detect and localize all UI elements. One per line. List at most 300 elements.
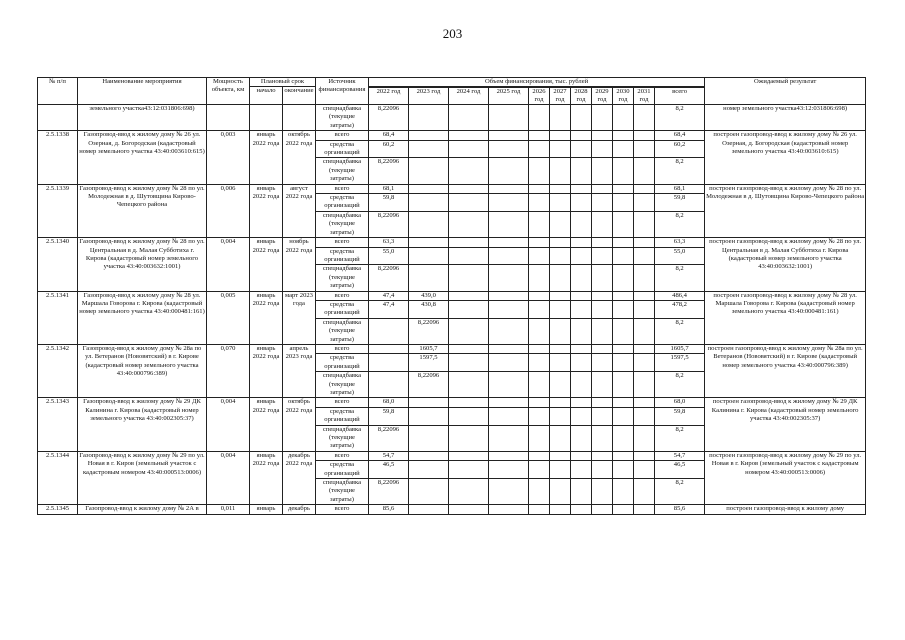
value-empty bbox=[634, 247, 655, 265]
source-label: всего bbox=[316, 505, 369, 514]
value-empty bbox=[634, 194, 655, 212]
record-end: ноябрь 2022 года bbox=[283, 238, 316, 291]
header-num: № п/п bbox=[38, 78, 78, 105]
value-total: 59,8 bbox=[655, 407, 705, 425]
value-empty bbox=[613, 372, 634, 398]
value-empty bbox=[529, 238, 550, 247]
value-empty bbox=[571, 140, 592, 158]
value-2023: 1605,7 bbox=[409, 344, 449, 353]
value-empty bbox=[489, 247, 529, 265]
header-year-2026: 2026 год bbox=[529, 88, 550, 105]
record-result: построен газопровод-ввод к жилому дому bbox=[705, 505, 866, 514]
value-empty bbox=[489, 372, 529, 398]
value-2022: 8,22096 bbox=[369, 479, 409, 505]
record-name: Газопровод-ввод к жилому дому № 26 ул. Озерная, д. Богородская (кадастровый номер земельного участка 43:40:003610:615) bbox=[78, 131, 207, 184]
value-total: 63,3 bbox=[655, 238, 705, 247]
value-empty bbox=[592, 479, 613, 505]
value-empty bbox=[550, 140, 571, 158]
record-name: Газопровод-ввод к жилому дому № 29 по ул. Новая в г. Киров (земельный участок с кадастровым номером 43:40:000513:0006) bbox=[78, 451, 207, 504]
value-empty bbox=[634, 451, 655, 460]
source-label: спецнадбавка (текущие затраты) bbox=[316, 105, 369, 131]
value-empty bbox=[550, 300, 571, 318]
value-2023 bbox=[409, 184, 449, 193]
value-empty bbox=[449, 247, 489, 265]
value-empty bbox=[489, 184, 529, 193]
value-empty bbox=[571, 425, 592, 451]
value-empty bbox=[613, 184, 634, 193]
record-capacity: 0,005 bbox=[207, 291, 250, 344]
record-num: 2.5.1344 bbox=[38, 451, 78, 504]
value-empty bbox=[550, 265, 571, 291]
value-empty bbox=[489, 265, 529, 291]
value-empty bbox=[449, 354, 489, 372]
source-label: всего bbox=[316, 398, 369, 407]
value-2023 bbox=[409, 211, 449, 237]
value-empty bbox=[571, 398, 592, 407]
record-num: 2.5.1343 bbox=[38, 398, 78, 451]
value-empty bbox=[613, 238, 634, 247]
value-total: 55,0 bbox=[655, 247, 705, 265]
value-empty bbox=[613, 291, 634, 300]
value-2022: 8,22096 bbox=[369, 265, 409, 291]
value-empty bbox=[449, 425, 489, 451]
record-end: март 2023 года bbox=[283, 291, 316, 344]
value-total: 8,2 bbox=[655, 425, 705, 451]
value-total: 486,4 bbox=[655, 291, 705, 300]
source-label: спецнадбавка (текущие затраты) bbox=[316, 158, 369, 184]
value-empty bbox=[550, 158, 571, 184]
value-empty bbox=[449, 238, 489, 247]
value-2023 bbox=[409, 140, 449, 158]
source-label: спецнадбавка (текущие затраты) bbox=[316, 211, 369, 237]
record-capacity: 0,006 bbox=[207, 184, 250, 237]
value-2023 bbox=[409, 238, 449, 247]
source-label: всего bbox=[316, 344, 369, 353]
header-year-2030: 2030 год bbox=[613, 88, 634, 105]
value-empty bbox=[634, 318, 655, 344]
value-empty bbox=[634, 505, 655, 514]
value-2023 bbox=[409, 247, 449, 265]
source-label: средства организаций bbox=[316, 247, 369, 265]
value-empty bbox=[634, 211, 655, 237]
page-number: 203 bbox=[442, 26, 463, 41]
source-label: всего bbox=[316, 184, 369, 193]
value-empty bbox=[489, 479, 529, 505]
value-empty bbox=[489, 131, 529, 140]
value-empty bbox=[634, 291, 655, 300]
value-empty bbox=[571, 158, 592, 184]
value-empty bbox=[449, 265, 489, 291]
value-total: 8,2 bbox=[655, 372, 705, 398]
source-label: всего bbox=[316, 238, 369, 247]
value-empty bbox=[571, 300, 592, 318]
value-empty bbox=[571, 354, 592, 372]
value-empty bbox=[550, 211, 571, 237]
value-empty bbox=[489, 300, 529, 318]
value-empty bbox=[449, 479, 489, 505]
source-label: всего bbox=[316, 451, 369, 460]
value-empty bbox=[592, 398, 613, 407]
value-2023 bbox=[409, 479, 449, 505]
table-row bbox=[38, 131, 866, 140]
record-start: январь 2022 года bbox=[250, 291, 283, 344]
value-empty bbox=[634, 238, 655, 247]
value-empty bbox=[613, 158, 634, 184]
value-2022: 8,22096 bbox=[369, 105, 409, 131]
value-empty bbox=[529, 479, 550, 505]
header-end: окончание bbox=[283, 87, 316, 105]
header-result: Ожидаемый результат bbox=[705, 78, 866, 105]
record-capacity: 0,004 bbox=[207, 238, 250, 291]
record-end: октябрь 2022 года bbox=[283, 131, 316, 184]
record-result: построен газопровод-ввод к жилому дому № 28 по ул. Центральная в д. Малая Субботиха г. Кирова (кадастровый номер земельного участка 43:40:003632:1001) bbox=[705, 238, 866, 291]
value-empty bbox=[613, 194, 634, 212]
record-end: август 2022 года bbox=[283, 184, 316, 237]
value-2022: 54,7 bbox=[369, 451, 409, 460]
value-empty bbox=[550, 451, 571, 460]
record-result: построен газопровод-ввод к жилому дому № 29 по ул. Новая в г. Киров (земельный участок с кадастровым номером 43:40:000513:0006) bbox=[705, 451, 866, 504]
value-empty bbox=[571, 451, 592, 460]
value-empty bbox=[529, 407, 550, 425]
source-label: средства организаций bbox=[316, 461, 369, 479]
value-empty bbox=[550, 354, 571, 372]
value-2023 bbox=[409, 451, 449, 460]
value-2023: 8,22096 bbox=[409, 372, 449, 398]
value-empty bbox=[613, 425, 634, 451]
continuation-result: номер земельного участка43:12:031806:698) bbox=[705, 105, 866, 131]
record-name: Газопровод-ввод к жилому дому № 28 ул. Маршала Говорова г. Кирова (кадастровый номер земельного участка 43:40:000481:161) bbox=[78, 291, 207, 344]
value-2022: 8,22096 bbox=[369, 425, 409, 451]
record-name: Газопровод-ввод к жилому дому № 2А в bbox=[78, 505, 207, 514]
value-2022: 55,0 bbox=[369, 247, 409, 265]
value-empty bbox=[634, 265, 655, 291]
value-empty bbox=[592, 158, 613, 184]
value-empty bbox=[550, 425, 571, 451]
header-source: Источник финансирования bbox=[316, 78, 369, 105]
value-total: 8,2 bbox=[655, 105, 705, 131]
value-empty bbox=[489, 140, 529, 158]
value-empty bbox=[592, 344, 613, 353]
value-empty bbox=[550, 479, 571, 505]
value-empty bbox=[409, 505, 449, 514]
value-empty bbox=[529, 184, 550, 193]
value-empty bbox=[613, 505, 634, 514]
value-empty bbox=[449, 300, 489, 318]
value-empty bbox=[571, 505, 592, 514]
value-2023 bbox=[409, 265, 449, 291]
value-empty bbox=[529, 131, 550, 140]
value-empty bbox=[489, 407, 529, 425]
source-label: всего bbox=[316, 291, 369, 300]
value-empty bbox=[571, 238, 592, 247]
source-label: средства организаций bbox=[316, 140, 369, 158]
value-empty bbox=[529, 451, 550, 460]
record-end: декабрь 2022 года bbox=[283, 451, 316, 504]
value-empty bbox=[449, 505, 489, 514]
value-empty bbox=[529, 194, 550, 212]
value-empty bbox=[592, 184, 613, 193]
value-empty bbox=[571, 407, 592, 425]
value-empty bbox=[634, 344, 655, 353]
value-empty bbox=[592, 211, 613, 237]
source-label: спецнадбавка (текущие затраты) bbox=[316, 425, 369, 451]
value-empty bbox=[634, 184, 655, 193]
header-year-2022: 2022 год bbox=[369, 88, 409, 105]
value-empty bbox=[571, 247, 592, 265]
value-empty bbox=[592, 407, 613, 425]
record-start: январь 2022 года bbox=[250, 344, 283, 397]
value-2022: 59,8 bbox=[369, 194, 409, 212]
value-total: 1605,7 bbox=[655, 344, 705, 353]
value-empty bbox=[592, 451, 613, 460]
value-2022: 59,8 bbox=[369, 407, 409, 425]
value-empty bbox=[550, 344, 571, 353]
value-empty bbox=[489, 425, 529, 451]
value-2022: 46,5 bbox=[369, 461, 409, 479]
value-total: 1597,5 bbox=[655, 354, 705, 372]
value-empty bbox=[529, 291, 550, 300]
value-empty bbox=[449, 184, 489, 193]
value-empty bbox=[449, 211, 489, 237]
value-empty bbox=[529, 247, 550, 265]
value-empty bbox=[529, 300, 550, 318]
value-2022 bbox=[369, 344, 409, 353]
source-label: спецнадбавка (текущие затраты) bbox=[316, 318, 369, 344]
source-label: спецнадбавка (текущие затраты) bbox=[316, 372, 369, 398]
value-2022: 68,4 bbox=[369, 131, 409, 140]
value-total: 60,2 bbox=[655, 140, 705, 158]
value-empty bbox=[449, 451, 489, 460]
value-empty bbox=[550, 461, 571, 479]
value-empty bbox=[613, 265, 634, 291]
value-empty bbox=[550, 398, 571, 407]
source-label: средства организаций bbox=[316, 354, 369, 372]
table-row bbox=[38, 184, 866, 193]
value-empty bbox=[529, 398, 550, 407]
value-empty bbox=[489, 158, 529, 184]
value-empty bbox=[571, 131, 592, 140]
value-total: 8,2 bbox=[655, 479, 705, 505]
value-empty bbox=[613, 344, 634, 353]
table-row bbox=[38, 291, 866, 300]
value-empty bbox=[592, 425, 613, 451]
value-empty bbox=[489, 398, 529, 407]
table-row bbox=[38, 238, 866, 247]
value-empty bbox=[634, 407, 655, 425]
record-start: январь 2022 года bbox=[250, 451, 283, 504]
value-empty bbox=[550, 407, 571, 425]
value-empty bbox=[634, 479, 655, 505]
value-empty bbox=[449, 158, 489, 184]
value-empty bbox=[449, 461, 489, 479]
value-2022: 63,3 bbox=[369, 238, 409, 247]
source-label: спецнадбавка (текущие затраты) bbox=[316, 479, 369, 505]
record-result: построен газопровод-ввод к жилому дому № 28а по ул. Ветеранов (Нововятский) в г. Кирове (кадастровый номер земельного участка 43:40:000796:389) bbox=[705, 344, 866, 397]
value-empty bbox=[529, 211, 550, 237]
value-empty bbox=[550, 247, 571, 265]
record-num: 2.5.1340 bbox=[38, 238, 78, 291]
value-empty bbox=[529, 344, 550, 353]
value-total: 68,4 bbox=[655, 131, 705, 140]
value-2023: 8,22096 bbox=[409, 318, 449, 344]
value-empty bbox=[592, 505, 613, 514]
value-total: 59,8 bbox=[655, 194, 705, 212]
value-empty bbox=[489, 194, 529, 212]
value-empty bbox=[550, 194, 571, 212]
record-num: 2.5.1341 bbox=[38, 291, 78, 344]
value-empty bbox=[489, 211, 529, 237]
value-empty bbox=[550, 318, 571, 344]
value-empty bbox=[529, 265, 550, 291]
value-empty bbox=[571, 344, 592, 353]
table-row bbox=[38, 451, 866, 460]
header-year-2031: 2031 год bbox=[634, 88, 655, 105]
source-label: средства организаций bbox=[316, 194, 369, 212]
header-year-2025: 2025 год bbox=[489, 88, 529, 105]
value-total: 46,5 bbox=[655, 461, 705, 479]
value-total: 478,2 bbox=[655, 300, 705, 318]
value-empty bbox=[529, 425, 550, 451]
value-empty bbox=[571, 194, 592, 212]
header-capacity: Мощность объекта, км bbox=[207, 78, 250, 105]
value-empty bbox=[550, 505, 571, 514]
value-empty bbox=[571, 372, 592, 398]
value-empty bbox=[449, 407, 489, 425]
value-2023 bbox=[409, 131, 449, 140]
source-label: всего bbox=[316, 131, 369, 140]
value-2023: 439,0 bbox=[409, 291, 449, 300]
value-empty bbox=[449, 344, 489, 353]
value-2023 bbox=[409, 425, 449, 451]
value-empty bbox=[634, 140, 655, 158]
header-volume: Объем финансирования, тыс. рублей bbox=[369, 78, 705, 87]
value-empty bbox=[634, 158, 655, 184]
record-capacity: 0,004 bbox=[207, 451, 250, 504]
value-empty bbox=[571, 211, 592, 237]
value-2022: 60,2 bbox=[369, 140, 409, 158]
record-result: построен газопровод-ввод к жилому дому № 28 по ул. Молодежная в д. Шутовщина Кирово-Чепецкого района bbox=[705, 184, 866, 237]
value-empty bbox=[613, 451, 634, 460]
value-empty bbox=[489, 291, 529, 300]
value-empty bbox=[449, 318, 489, 344]
value-empty bbox=[592, 265, 613, 291]
value-empty bbox=[550, 184, 571, 193]
value-empty bbox=[592, 318, 613, 344]
value-2023: 430,8 bbox=[409, 300, 449, 318]
record-result: построен газопровод-ввод к жилому дому № 29 ДК Калинина г. Кирова (кадастровый номер земельного участка 43:40:002305:37) bbox=[705, 398, 866, 451]
value-total: 8,2 bbox=[655, 211, 705, 237]
value-2022: 8,22096 bbox=[369, 158, 409, 184]
value-empty bbox=[613, 479, 634, 505]
value-empty bbox=[613, 211, 634, 237]
record-start: январь 2022 года bbox=[250, 131, 283, 184]
value-empty bbox=[550, 372, 571, 398]
value-empty bbox=[592, 238, 613, 247]
value-empty bbox=[449, 194, 489, 212]
value-empty bbox=[613, 318, 634, 344]
value-empty bbox=[529, 158, 550, 184]
record-capacity: 0,011 bbox=[207, 505, 250, 514]
record-start: январь bbox=[250, 505, 283, 514]
value-empty bbox=[592, 291, 613, 300]
value-empty bbox=[550, 131, 571, 140]
record-name: Газопровод-ввод к жилому дому № 28 по ул. Центральная в д. Малая Субботиха г. Кирова (кадастровый номер земельного участка 43:40:003632:1001) bbox=[78, 238, 207, 291]
value-empty bbox=[634, 131, 655, 140]
value-empty bbox=[550, 291, 571, 300]
value-2022: 85,6 bbox=[369, 505, 409, 514]
value-empty bbox=[634, 425, 655, 451]
record-end: апрель 2023 года bbox=[283, 344, 316, 397]
header-year-2028: 2028 год bbox=[571, 88, 592, 105]
table-row bbox=[38, 398, 866, 407]
value-empty bbox=[613, 407, 634, 425]
value-empty bbox=[449, 398, 489, 407]
value-empty bbox=[592, 140, 613, 158]
header-year-2027: 2027 год bbox=[550, 88, 571, 105]
continuation-name: земельного участка43:12:031806:698) bbox=[78, 105, 207, 131]
value-empty bbox=[592, 461, 613, 479]
record-end: октябрь 2022 года bbox=[283, 398, 316, 451]
table-row bbox=[38, 105, 866, 131]
record-num: 2.5.1338 bbox=[38, 131, 78, 184]
value-empty bbox=[489, 344, 529, 353]
record-num: 2.5.1345 bbox=[38, 505, 78, 514]
value-total: 68,1 bbox=[655, 184, 705, 193]
record-num: 2.5.1342 bbox=[38, 344, 78, 397]
record-capacity: 0,003 bbox=[207, 131, 250, 184]
value-empty bbox=[489, 451, 529, 460]
value-empty bbox=[634, 354, 655, 372]
record-start: январь 2022 года bbox=[250, 398, 283, 451]
record-name: Газопровод-ввод к жилому дому № 28а по ул. Ветеранов (Нововятский) в г. Кирове (кадастровый номер земельного участка 43:40:000796:389) bbox=[78, 344, 207, 397]
record-start: январь 2022 года bbox=[250, 184, 283, 237]
value-empty bbox=[529, 140, 550, 158]
value-empty bbox=[571, 184, 592, 193]
value-2023 bbox=[409, 461, 449, 479]
header-year-2023: 2023 год bbox=[409, 88, 449, 105]
header-start: начало bbox=[250, 87, 283, 105]
value-empty bbox=[613, 247, 634, 265]
value-total: 8,2 bbox=[655, 318, 705, 344]
header-year-2024: 2024 год bbox=[449, 88, 489, 105]
value-2023 bbox=[409, 407, 449, 425]
value-empty bbox=[571, 318, 592, 344]
record-name: Газопровод-ввод к жилому дому № 29 ДК Калинина г. Кирова (кадастровый номер земельного участка 43:40:002305:37) bbox=[78, 398, 207, 451]
value-empty bbox=[529, 372, 550, 398]
header-period: Плановый срок bbox=[250, 78, 316, 87]
value-empty bbox=[449, 140, 489, 158]
value-empty bbox=[592, 247, 613, 265]
value-total: 54,7 bbox=[655, 451, 705, 460]
value-empty bbox=[613, 461, 634, 479]
record-result: построен газопровод-ввод к жилому дому № 28 ул. Маршала Говорова г. Кирова (кадастровый номер земельного участка 43:40:000481:161) bbox=[705, 291, 866, 344]
value-empty bbox=[449, 291, 489, 300]
value-total: 85,6 bbox=[655, 505, 705, 514]
value-empty bbox=[529, 318, 550, 344]
value-empty bbox=[571, 291, 592, 300]
value-empty bbox=[634, 372, 655, 398]
value-total: 8,2 bbox=[655, 265, 705, 291]
record-capacity: 0,070 bbox=[207, 344, 250, 397]
value-total: 68,0 bbox=[655, 398, 705, 407]
source-label: средства организаций bbox=[316, 407, 369, 425]
record-end: декабрь bbox=[283, 505, 316, 514]
value-empty bbox=[449, 131, 489, 140]
value-empty bbox=[571, 265, 592, 291]
value-2022: 47,4 bbox=[369, 300, 409, 318]
value-empty bbox=[489, 461, 529, 479]
record-result: построен газопровод-ввод к жилому дому № 26 ул. Озерная, д. Богородская (кадастровый номер земельного участка 43:40:003610:615) bbox=[705, 131, 866, 184]
